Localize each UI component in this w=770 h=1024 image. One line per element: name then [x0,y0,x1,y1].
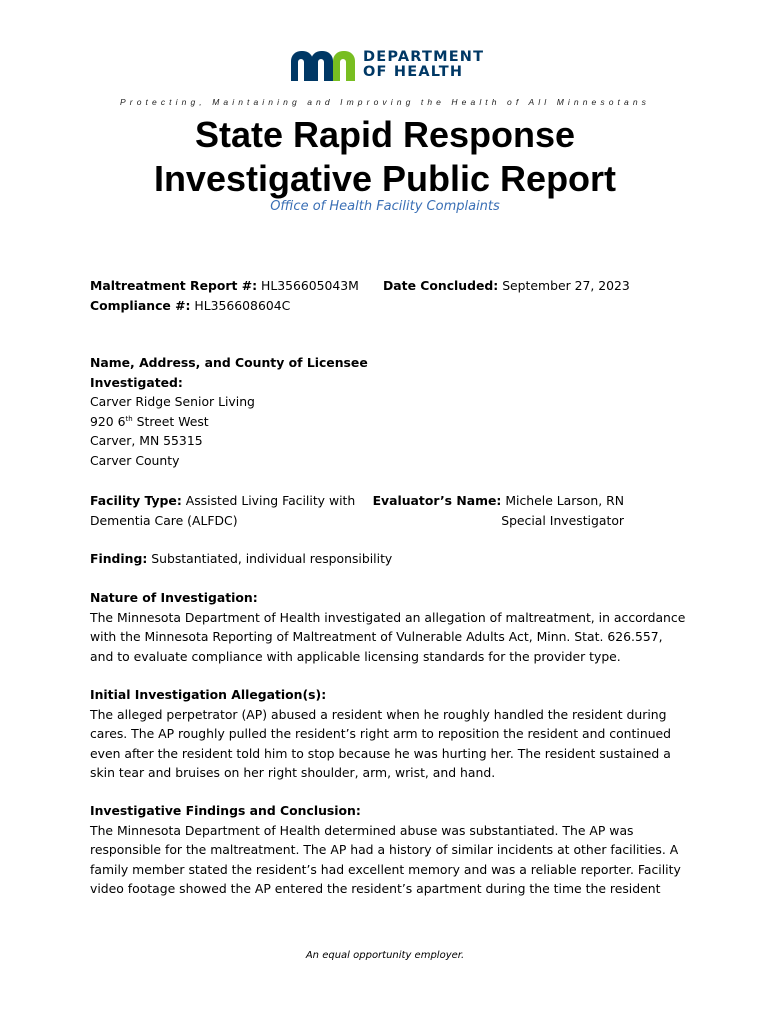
licensee-heading-line2: Investigated: [90,374,183,390]
facility-type-value1: Assisted Living Facility with [185,493,356,508]
allegation-line: cares. The AP roughly pulled the resident’s right arm to reposition the resident and continued [90,726,672,741]
page-subtitle: Office of Health Facility Complaints [270,199,500,214]
findings-line: The Minnesota Department of Health determined abuse was substantiated. The AP was [90,822,634,838]
nature-heading: Nature of Investigation: [90,590,258,605]
report-numbers [90,276,359,315]
date-value: September 27, 2023 [502,278,630,293]
nature-line: with the Minnesota Reporting of Maltreatment of Vulnerable Adults Act, Minn. Stat. 626.557, [90,629,663,644]
licensee-city: Carver, MN 55315 [90,433,203,448]
findings-line: responsible for the maltreatment. The AP had a history of similar incidents at other facilities. A [90,842,679,857]
licensee-county: Carver County [90,452,180,468]
facility-type-label: Facility Type: [90,493,182,508]
evaluator-line1 [373,491,624,511]
tagline: Protecting, Maintaining and Improving the Health of All Minnesotans [120,97,650,107]
facility-type-line1 [90,491,355,511]
date-label: Date Concluded: [383,278,499,293]
allegation-heading: Initial Investigation Allegation(s): [90,687,327,702]
evaluator-block [373,491,624,530]
licensee-block [90,353,368,470]
licensee-name: Carver Ridge Senior Living [90,394,255,409]
compliance-value: HL356608604C [194,297,291,313]
nature-line: The Minnesota Department of Health investigated an allegation of maltreatment, in accordance [90,609,686,625]
evaluator-label: Evaluator’s Name: [372,493,502,508]
maltreatment-label: Maltreatment Report #: [90,278,258,293]
facility-type-value2: Dementia Care (ALFDC) [90,512,238,528]
nature-section [90,588,690,666]
compliance-label: Compliance #: [90,297,191,313]
allegation-section [90,685,690,783]
logo-wordmark [363,50,484,80]
footer-text: An equal opportunity employer. [305,950,465,961]
compliance-row [90,296,359,316]
street-suffix: th [125,414,133,423]
title-line2: Investigative Public Report [153,158,617,199]
finding-row [90,549,392,569]
logo-line1: DEPARTMENT [363,49,485,65]
licensee-heading-line1: Name, Address, and County of Licensee [90,355,368,370]
mdh-logo [289,47,484,83]
page-title [0,113,770,201]
findings-section [90,801,690,899]
facility-type-block [90,491,355,530]
allegation-line: The alleged perpetrator (AP) abused a resident when he roughly handled the resident during [90,706,667,722]
evaluator-name: Michele Larson, RN [505,493,624,508]
finding-value: Substantiated, individual responsibility [151,551,393,566]
evaluator-title: Special Investigator [501,512,624,528]
street-number: 920 6 [90,413,126,429]
licensee-street [90,412,368,432]
finding-label: Finding: [90,551,148,566]
logo-line2: OF HEALTH [363,64,464,80]
allegation-line: even after the resident told him to stop because he was hurting her. The resident sustained a [90,745,671,761]
mn-logo-icon [289,47,359,83]
date-concluded-row [383,276,630,296]
allegation-line: skin tear and bruises on her right shoulder, arm, wrist, and hand. [90,765,496,780]
findings-line: video footage showed the AP entered the resident’s apartment during the time the resident [90,881,661,896]
street-rest: Street West [132,413,209,429]
maltreatment-report-row [90,276,359,296]
title-line1: State Rapid Response [194,114,576,155]
findings-heading: Investigative Findings and Conclusion: [90,803,361,818]
maltreatment-value: HL356605043M [261,278,359,293]
nature-line: and to evaluate compliance with applicable licensing standards for the provider type. [90,648,621,664]
findings-line: family member stated the resident’s had excellent memory and was a reliable reporter. Facility [90,861,681,877]
